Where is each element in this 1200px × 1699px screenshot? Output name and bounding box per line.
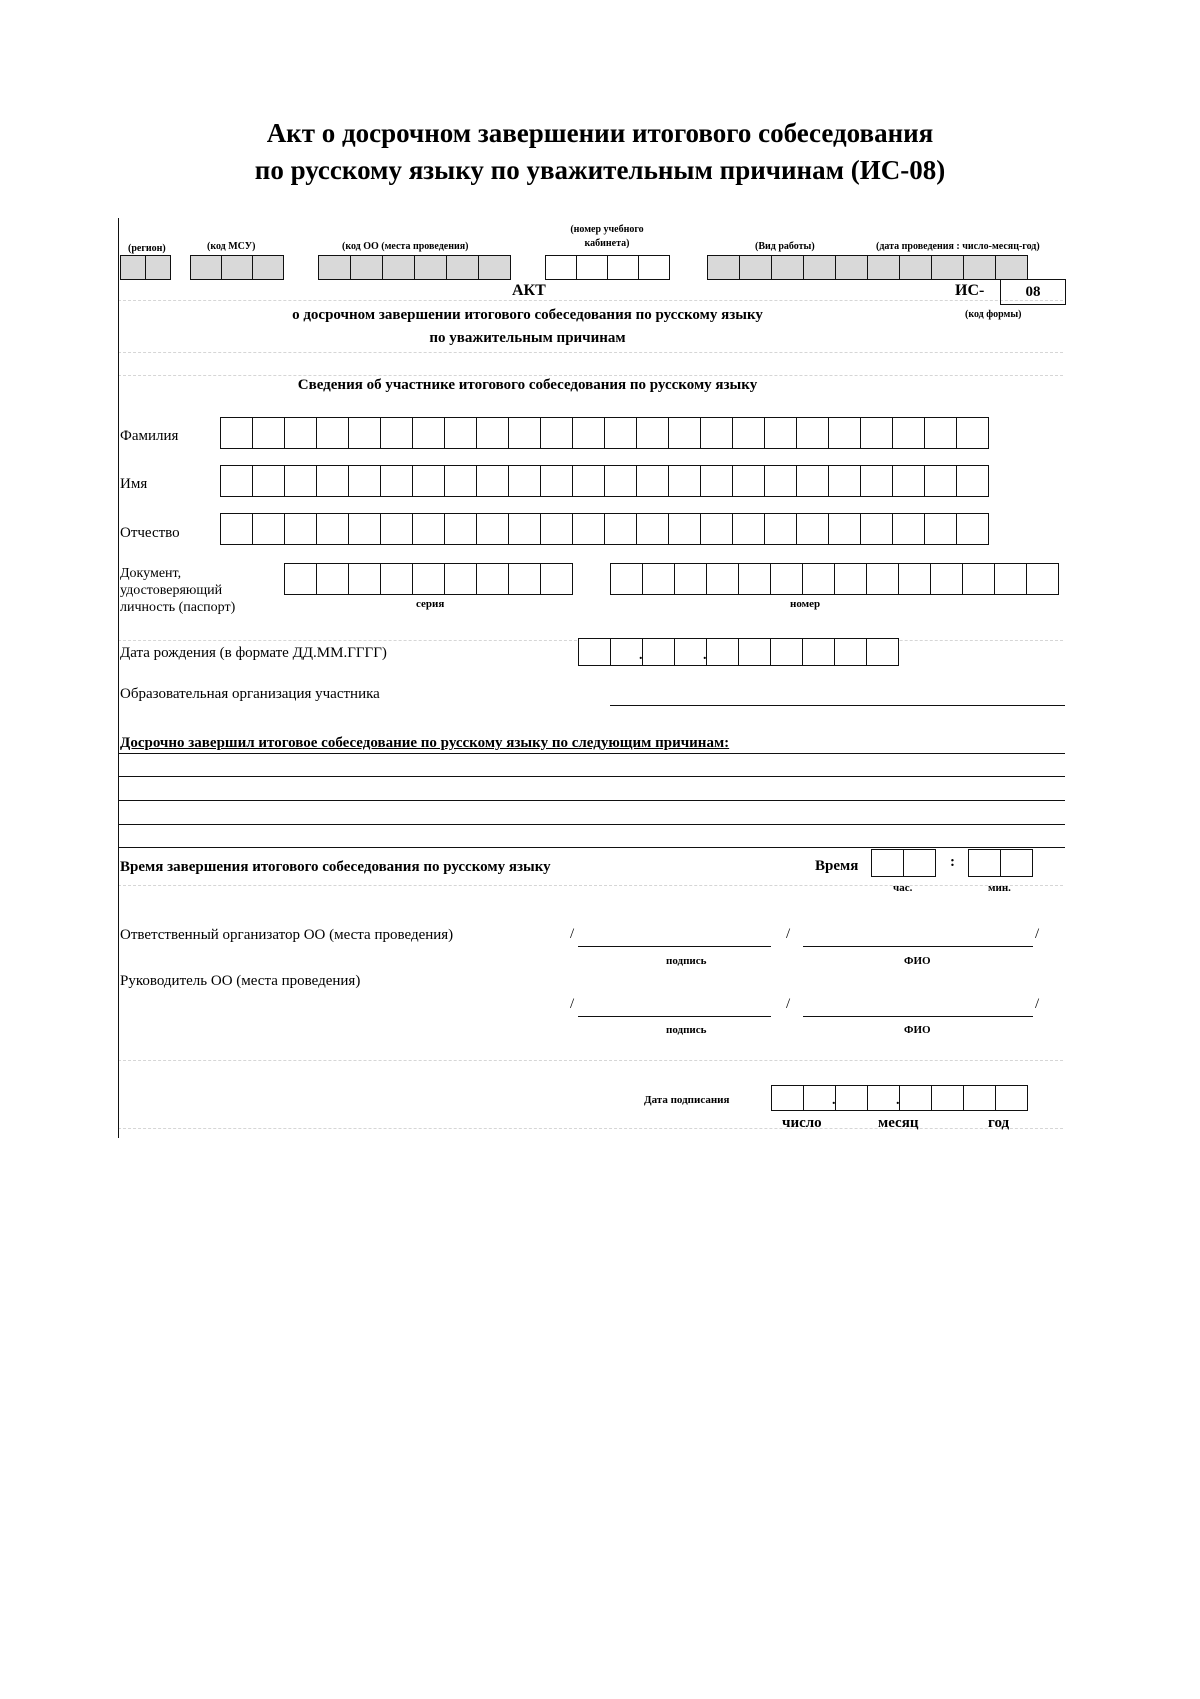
input-cell[interactable] xyxy=(860,465,893,497)
input-cell[interactable] xyxy=(508,417,541,449)
input-cell[interactable] xyxy=(764,465,797,497)
guide-line xyxy=(118,352,1063,353)
input-cell[interactable] xyxy=(636,513,669,545)
input-cell[interactable] xyxy=(412,563,445,595)
input-cell[interactable] xyxy=(668,465,701,497)
input-cell[interactable] xyxy=(444,417,477,449)
input-cell[interactable] xyxy=(802,638,835,666)
input-cell[interactable] xyxy=(796,417,829,449)
passport-number-cells xyxy=(610,563,1059,595)
hours-cells xyxy=(871,849,936,877)
document-label-line-2: удостоверяющий xyxy=(120,583,223,598)
input-cell[interactable] xyxy=(803,255,836,280)
organizer-signature-line[interactable] xyxy=(578,946,771,947)
minutes-label: мин. xyxy=(988,882,1011,894)
input-cell[interactable] xyxy=(636,417,669,449)
msu-cells xyxy=(190,255,284,280)
input-cell[interactable] xyxy=(739,255,772,280)
input-cell[interactable] xyxy=(412,513,445,545)
input-cell[interactable] xyxy=(576,255,608,280)
input-cell[interactable] xyxy=(476,563,509,595)
slash: / xyxy=(1035,996,1040,1012)
input-cell[interactable] xyxy=(956,465,989,497)
head-fio-label: ФИО xyxy=(904,1024,931,1036)
reason-line[interactable] xyxy=(118,847,1065,848)
birth-date-cells xyxy=(578,638,899,666)
input-cell[interactable] xyxy=(540,563,573,595)
input-cell[interactable] xyxy=(871,849,904,877)
reason-line[interactable] xyxy=(118,776,1065,777)
input-cell[interactable] xyxy=(764,513,797,545)
head-label: Руководитель ОО (места проведения) xyxy=(120,973,361,989)
input-cell[interactable] xyxy=(572,513,605,545)
input-cell[interactable] xyxy=(572,465,605,497)
input-cell[interactable] xyxy=(638,255,670,280)
guide-line xyxy=(118,375,1063,376)
input-cell[interactable] xyxy=(382,255,415,280)
akt-heading: АКТ xyxy=(512,282,546,299)
input-cell[interactable] xyxy=(956,513,989,545)
title-line-1: Акт о досрочном завершении итогового собеседования xyxy=(266,118,934,148)
input-cell[interactable] xyxy=(610,563,643,595)
msu-label: (код МСУ) xyxy=(207,241,256,252)
slash: / xyxy=(570,926,575,942)
input-cell[interactable] xyxy=(956,417,989,449)
input-cell[interactable] xyxy=(604,513,637,545)
input-cell[interactable] xyxy=(732,513,765,545)
input-cell[interactable] xyxy=(444,513,477,545)
patronymic-label: Отчество xyxy=(120,525,180,541)
input-cell[interactable] xyxy=(898,563,931,595)
input-cell[interactable] xyxy=(572,417,605,449)
reason-line[interactable] xyxy=(118,824,1065,825)
input-cell[interactable] xyxy=(668,513,701,545)
input-cell[interactable] xyxy=(316,465,349,497)
input-cell[interactable] xyxy=(545,255,577,280)
input-cell[interactable] xyxy=(738,563,771,595)
input-cell[interactable] xyxy=(866,638,899,666)
input-cell[interactable] xyxy=(478,255,511,280)
input-cell[interactable] xyxy=(252,417,285,449)
input-cell[interactable] xyxy=(867,255,900,280)
input-cell[interactable] xyxy=(899,255,932,280)
input-cell[interactable] xyxy=(903,849,936,877)
input-cell[interactable] xyxy=(220,417,253,449)
guide-line xyxy=(118,1128,1063,1129)
name-cells xyxy=(220,465,989,497)
month-label: месяц xyxy=(878,1115,919,1131)
room-label-line-1: (номер учебного xyxy=(570,224,644,235)
input-cell[interactable] xyxy=(604,465,637,497)
document-label-line-1: Документ, xyxy=(120,566,182,581)
patronymic-cells xyxy=(220,513,989,545)
sign-date-cells xyxy=(771,1085,1028,1111)
room-label-line-2: кабинета) xyxy=(584,238,630,249)
reason-line[interactable] xyxy=(118,800,1065,801)
input-cell[interactable] xyxy=(860,513,893,545)
work-type-label: (Вид работы) xyxy=(755,241,815,252)
input-cell[interactable] xyxy=(316,417,349,449)
input-cell[interactable] xyxy=(316,563,349,595)
input-cell[interactable] xyxy=(796,513,829,545)
input-cell[interactable] xyxy=(931,255,964,280)
input-cell[interactable] xyxy=(930,563,963,595)
input-cell[interactable] xyxy=(252,465,285,497)
input-cell[interactable] xyxy=(866,563,899,595)
head-signature-label: подпись xyxy=(666,1024,707,1036)
input-cell[interactable] xyxy=(221,255,253,280)
form-code-label: (код формы) xyxy=(965,309,1022,320)
oo-code-cells xyxy=(318,255,511,280)
number-label: номер xyxy=(790,598,821,610)
input-cell[interactable] xyxy=(508,563,541,595)
input-cell[interactable] xyxy=(190,255,222,280)
input-cell[interactable] xyxy=(540,417,573,449)
time-colon: : xyxy=(950,854,955,870)
guide-line xyxy=(118,1060,1063,1061)
input-cell[interactable] xyxy=(995,1085,1028,1111)
input-cell[interactable] xyxy=(412,465,445,497)
input-cell[interactable] xyxy=(924,465,957,497)
input-cell[interactable] xyxy=(828,465,861,497)
input-cell[interactable] xyxy=(963,1085,996,1111)
slash: / xyxy=(1035,926,1040,942)
document-label-line-3: личность (паспорт) xyxy=(120,600,236,615)
input-cell[interactable] xyxy=(700,417,733,449)
input-cell[interactable] xyxy=(284,563,317,595)
reason-line[interactable] xyxy=(118,753,1065,754)
input-cell[interactable] xyxy=(732,465,765,497)
region-cells xyxy=(120,255,171,280)
input-cell[interactable] xyxy=(892,513,925,545)
work-type-and-date-cells xyxy=(707,255,1028,280)
input-cell[interactable] xyxy=(706,563,739,595)
input-cell[interactable] xyxy=(446,255,479,280)
input-cell[interactable] xyxy=(348,513,381,545)
input-cell[interactable] xyxy=(284,417,317,449)
input-cell[interactable] xyxy=(508,465,541,497)
input-cell[interactable] xyxy=(835,1085,868,1111)
input-cell[interactable] xyxy=(284,465,317,497)
time-label: Время xyxy=(815,858,859,874)
input-cell[interactable] xyxy=(252,255,284,280)
organizer-signature-label: подпись xyxy=(666,955,707,967)
input-cell[interactable] xyxy=(834,563,867,595)
input-cell[interactable] xyxy=(700,465,733,497)
surname-label: Фамилия xyxy=(120,428,179,444)
input-cell[interactable] xyxy=(316,513,349,545)
input-cell[interactable] xyxy=(899,1085,932,1111)
input-cell[interactable] xyxy=(476,417,509,449)
head-signature-line[interactable] xyxy=(578,1016,771,1017)
form-left-border xyxy=(118,218,119,1138)
organizer-label: Ответственный организатор ОО (места проведения) xyxy=(120,927,454,943)
input-cell[interactable] xyxy=(771,255,804,280)
minutes-cells xyxy=(968,849,1033,877)
input-cell[interactable] xyxy=(380,563,413,595)
exam-date-label: (дата проведения : число-месяц-год) xyxy=(876,241,1040,252)
input-cell[interactable] xyxy=(924,513,957,545)
edu-org-line[interactable] xyxy=(610,705,1065,706)
input-cell[interactable] xyxy=(796,465,829,497)
input-cell[interactable] xyxy=(220,465,253,497)
input-cell[interactable] xyxy=(120,255,146,280)
input-cell[interactable] xyxy=(642,638,675,666)
input-cell[interactable] xyxy=(145,255,171,280)
input-cell[interactable] xyxy=(892,417,925,449)
input-cell[interactable] xyxy=(995,255,1028,280)
birth-date-label: Дата рождения (в формате ДД.ММ.ГГГГ) xyxy=(120,645,387,661)
guide-line xyxy=(118,885,1063,886)
input-cell[interactable] xyxy=(414,255,447,280)
input-cell[interactable] xyxy=(962,563,995,595)
input-cell[interactable] xyxy=(770,563,803,595)
input-cell[interactable] xyxy=(348,563,381,595)
title-line-2: по русскому языку по уважительным причинам (ИС-08) xyxy=(254,155,946,185)
input-cell[interactable] xyxy=(540,513,573,545)
input-cell[interactable] xyxy=(1000,849,1033,877)
input-cell[interactable] xyxy=(348,417,381,449)
guide-line xyxy=(118,300,1063,301)
input-cell[interactable] xyxy=(802,563,835,595)
input-cell[interactable] xyxy=(220,513,253,545)
input-cell[interactable] xyxy=(835,255,868,280)
input-cell[interactable] xyxy=(764,417,797,449)
organizer-fio-line[interactable] xyxy=(803,946,1033,947)
input-cell[interactable] xyxy=(1026,563,1059,595)
input-cell[interactable] xyxy=(771,1085,804,1111)
input-cell[interactable] xyxy=(931,1085,964,1111)
room-cells xyxy=(545,255,670,280)
surname-cells xyxy=(220,417,989,449)
input-cell[interactable] xyxy=(892,465,925,497)
input-cell[interactable] xyxy=(508,513,541,545)
input-cell[interactable] xyxy=(476,513,509,545)
form-code-box: 08 xyxy=(1000,279,1066,305)
reasons-title: Досрочно завершил итоговое собеседование по русскому языку по следующим причинам: xyxy=(120,735,730,751)
input-cell[interactable] xyxy=(860,417,893,449)
input-cell[interactable] xyxy=(924,417,957,449)
input-cell[interactable] xyxy=(732,417,765,449)
input-cell[interactable] xyxy=(444,563,477,595)
head-fio-line[interactable] xyxy=(803,1016,1033,1017)
input-cell[interactable] xyxy=(380,417,413,449)
input-cell[interactable] xyxy=(834,638,867,666)
input-cell[interactable] xyxy=(700,513,733,545)
input-cell[interactable] xyxy=(963,255,996,280)
input-cell[interactable] xyxy=(994,563,1027,595)
slash: / xyxy=(786,996,791,1012)
input-cell[interactable] xyxy=(770,638,803,666)
year-label: год xyxy=(988,1115,1010,1131)
input-cell[interactable] xyxy=(348,465,381,497)
input-cell[interactable] xyxy=(607,255,639,280)
completion-time-title: Время завершения итогового собеседования по русскому языку xyxy=(120,859,551,875)
day-label: число xyxy=(782,1115,822,1131)
input-cell[interactable] xyxy=(642,563,675,595)
form-code-prefix: ИС- xyxy=(955,282,985,299)
hours-label: час. xyxy=(893,882,913,894)
input-cell[interactable] xyxy=(578,638,611,666)
sign-date-label: Дата подписания xyxy=(644,1094,730,1106)
slash: / xyxy=(786,926,791,942)
oo-code-label: (код ОО (места проведения) xyxy=(342,241,469,252)
input-cell[interactable] xyxy=(828,417,861,449)
input-cell[interactable] xyxy=(668,417,701,449)
input-cell[interactable] xyxy=(968,849,1001,877)
input-cell[interactable] xyxy=(707,255,740,280)
passport-series-cells xyxy=(284,563,573,595)
slash: / xyxy=(570,996,575,1012)
form-subtitle-line-1: о досрочном завершении итогового собеседования по русскому языку xyxy=(292,307,763,323)
input-cell[interactable] xyxy=(350,255,383,280)
input-cell[interactable] xyxy=(476,465,509,497)
form-subtitle-line-2: по уважительным причинам xyxy=(429,330,626,346)
input-cell[interactable] xyxy=(412,417,445,449)
region-label: (регион) xyxy=(128,243,166,254)
input-cell[interactable] xyxy=(380,513,413,545)
input-cell[interactable] xyxy=(284,513,317,545)
input-cell[interactable] xyxy=(604,417,637,449)
input-cell[interactable] xyxy=(540,465,573,497)
input-cell[interactable] xyxy=(738,638,771,666)
organizer-fio-label: ФИО xyxy=(904,955,931,967)
input-cell[interactable] xyxy=(252,513,285,545)
input-cell[interactable] xyxy=(318,255,351,280)
document-label xyxy=(120,565,235,616)
series-label: серия xyxy=(416,598,445,610)
name-label: Имя xyxy=(120,476,148,492)
input-cell[interactable] xyxy=(636,465,669,497)
input-cell[interactable] xyxy=(674,563,707,595)
input-cell[interactable] xyxy=(380,465,413,497)
input-cell[interactable] xyxy=(706,638,739,666)
edu-org-label: Образовательная организация участника xyxy=(120,686,380,702)
input-cell[interactable] xyxy=(828,513,861,545)
participant-section-title: Сведения об участнике итогового собеседования по русскому языку xyxy=(297,377,758,393)
input-cell[interactable] xyxy=(444,465,477,497)
